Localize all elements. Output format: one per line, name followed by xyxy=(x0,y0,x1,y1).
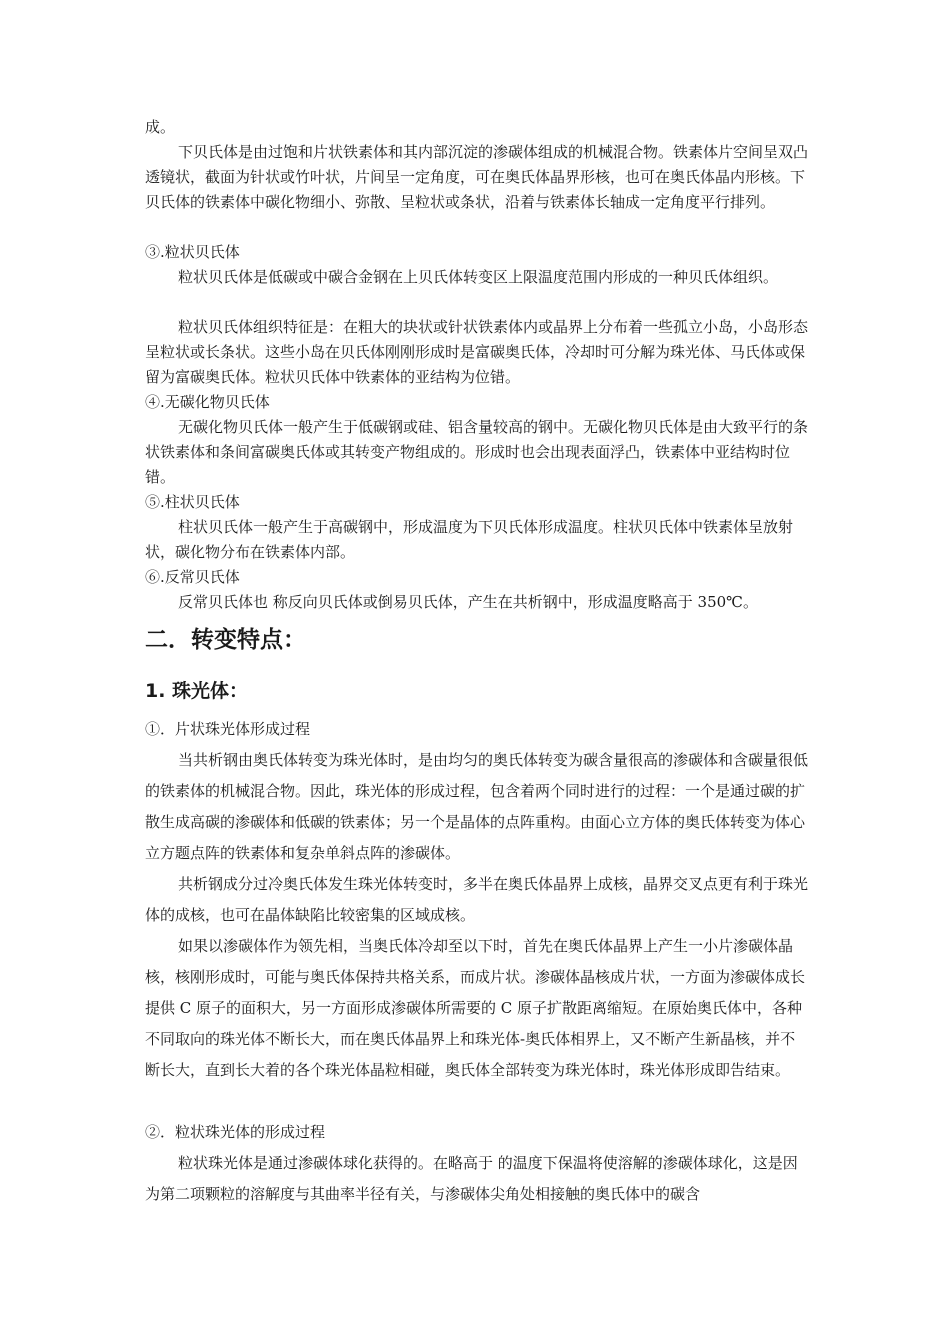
paragraph-continuation: 成。 xyxy=(145,118,176,136)
heading-pearlite: 1. 珠光体： xyxy=(145,680,249,702)
paragraph-cementite-leading-phase: 如果以渗碳体作为领先相，当奥氏体冷却至以下时，首先在奥氏体晶界上产生一小片渗碳体晶核，核刚形成时，可能与奥氏体保持共格关系，而成片状。渗碳体晶核成片状，一方面为渗碳体成长提供 C 原子的面积大，另一方面形成渗碳体所需要的 C 原子扩散距离缩短。在原始奥氏体中，各种不同取向的珠光体不断长大，而在奥氏体晶界上和珠光体-奥氏体相界上，又不断产生新晶核，并不断长大，直到长大着的各个珠光体晶粒相碰，奥氏体全部转变为珠光体时，珠光体形成即告结束。 xyxy=(145,937,806,1079)
section-granular-pearlite: ②．粒状珠光体的形成过程 xyxy=(145,1123,326,1141)
paragraph-carbide-free-bainite: 无碳化物贝氏体一般产生于低碳钢或硅、铝含量较高的钢中。无碳化物贝氏体是由大致平行的条状铁素体和条间富碳奥氏体或其转变产物组成的。形成时也会出现表面浮凸，铁素体中亚结构时位错。 xyxy=(145,418,809,486)
section-carbide-free-bainite: ④.无碳化物贝氏体 xyxy=(145,393,270,411)
paragraph-granular-pearlite: 粒状珠光体是通过渗碳体球化获得的。在略高于 的温度下保温将使溶解的渗碳体球化，这是因为第二项颗粒的溶解度与其曲率半径有关，与渗碳体尖角处相接触的奥氏体中的碳含 xyxy=(145,1154,798,1203)
paragraph-pearlite-nucleation: 共析钢成分过冷奥氏体发生珠光体转变时，多半在奥氏体晶界上成核，晶界交叉点更有利于珠光体的成核，也可在晶体缺陷比较密集的区域成核。 xyxy=(145,875,809,924)
paragraph-pearlite-formation: 当共析钢由奥氏体转变为珠光体时，是由均匀的奥氏体转变为碳含量很高的渗碳体和含碳量很低的铁素体的机械混合物。因此，珠光体的形成过程，包含着两个同时进行的过程：一个是通过碳的扩散生成高碳的渗碳体和低碳的铁素体；另一个是晶体的点阵重构。由面心立方体的奥氏体转变为体心立方题点阵的铁素体和复杂单斜点阵的渗碳体。 xyxy=(145,751,809,862)
section-columnar-bainite: ⑤.柱状贝氏体 xyxy=(145,493,240,511)
paragraph-granular-bainite-features: 粒状贝氏体组织特征是：在粗大的块状或针状铁素体内或晶界上分布着一些孤立小岛，小岛形态呈粒状或长条状。这些小岛在贝氏体刚刚形成时是富碳奥氏体，冷却时可分解为珠光体、马氏体或保留为富碳奥氏体。粒状贝氏体中铁素体的亚结构为位错。 xyxy=(145,318,809,386)
paragraph-lower-bainite: 下贝氏体是由过饱和片状铁素体和其内部沉淀的渗碳体组成的机械混合物。铁素体片空间呈双凸透镜状，截面为针状或竹叶状，片间呈一定角度，可在奥氏体晶界形核，也可在奥氏体晶内形核。下贝氏体的铁素体中碳化物细小、弥散、呈粒状或条状，沿着与铁素体长轴成一定角度平行排列。 xyxy=(145,143,809,211)
section-inverse-bainite: ⑥.反常贝氏体 xyxy=(145,568,240,586)
paragraph-columnar-bainite: 柱状贝氏体一般产生于高碳钢中，形成温度为下贝氏体形成温度。柱状贝氏体中铁素体呈放射状，碳化物分布在铁素体内部。 xyxy=(145,518,794,561)
section-granular-bainite: ③.粒状贝氏体 xyxy=(145,243,240,261)
paragraph-inverse-bainite: 反常贝氏体也 称反向贝氏体或倒易贝氏体，产生在共析钢中，形成温度略高于 350℃。 xyxy=(178,593,758,611)
heading-transformation-features: 二．转变特点： xyxy=(145,627,306,653)
paragraph-granular-bainite-def: 粒状贝氏体是低碳或中碳合金钢在上贝氏体转变区上限温度范围内形成的一种贝氏体组织。 xyxy=(178,268,779,286)
section-lamellar-pearlite: ①．片状珠光体形成过程 xyxy=(145,720,311,738)
